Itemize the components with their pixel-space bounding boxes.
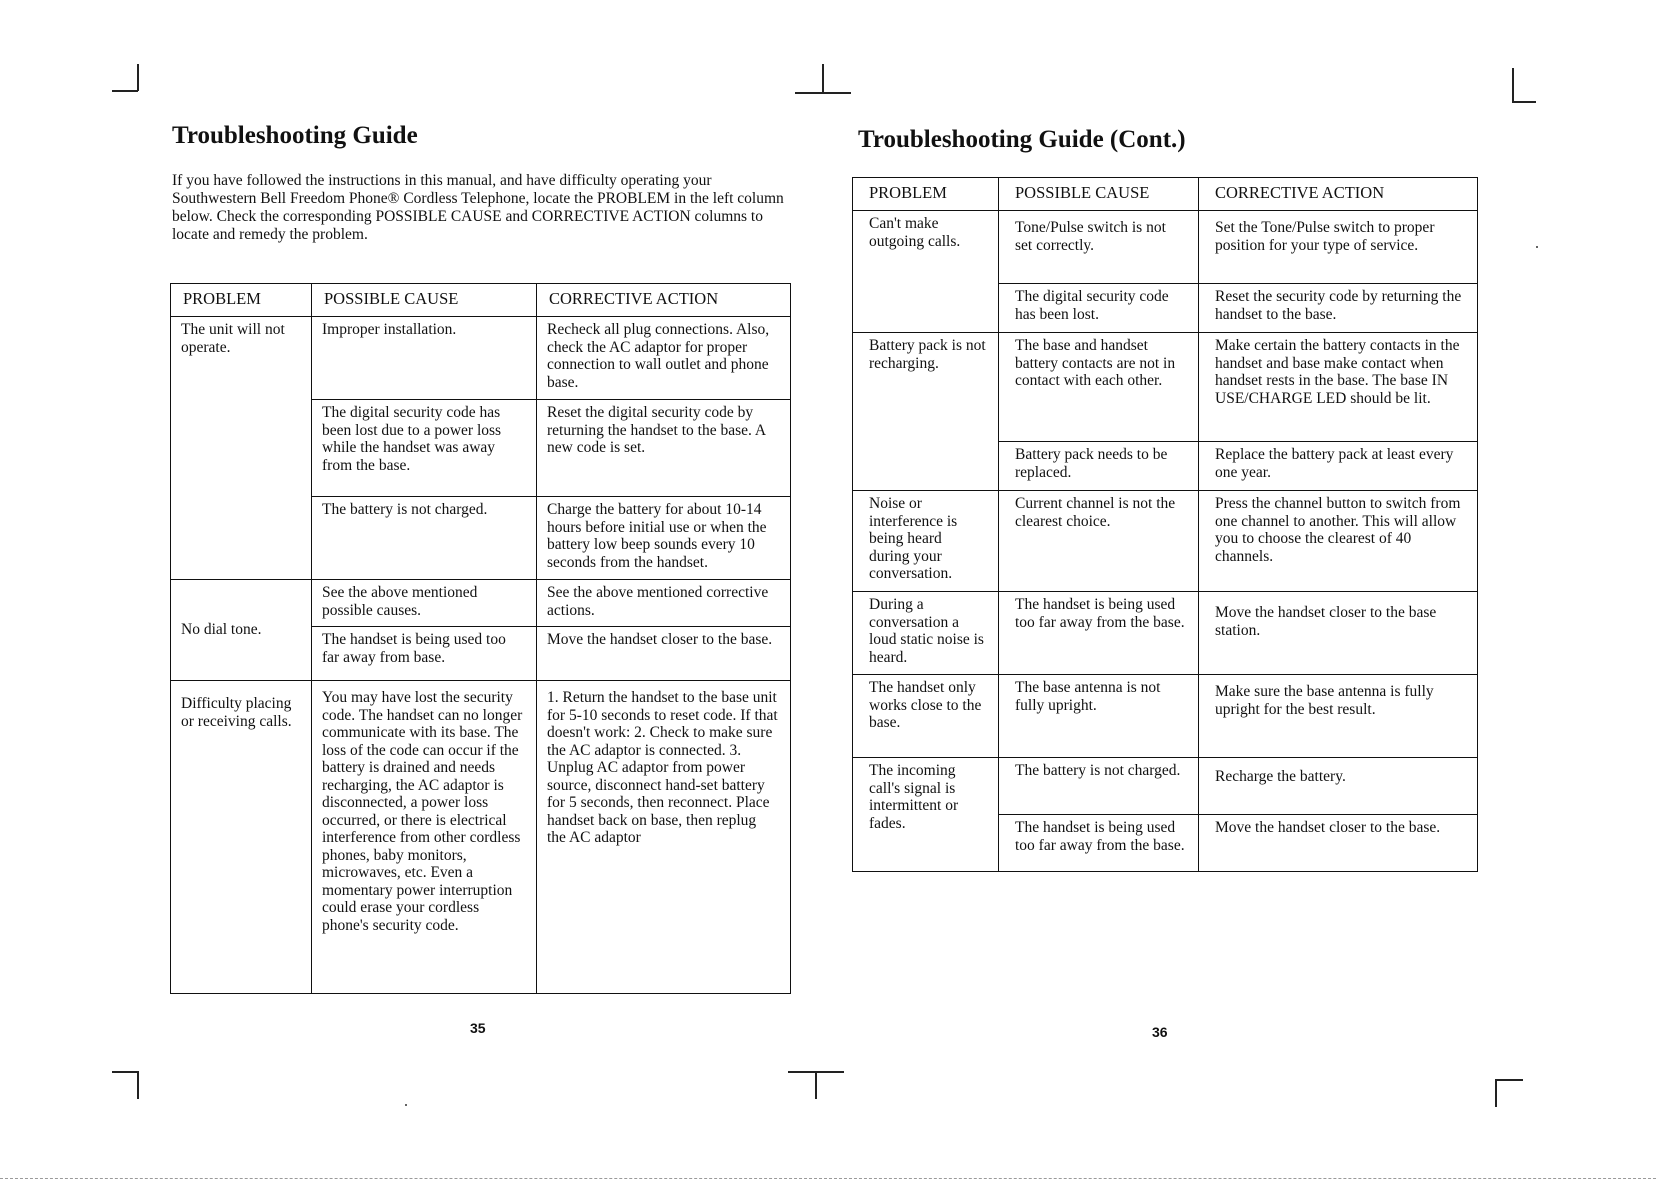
crop-mark-top-left	[112, 90, 138, 92]
cause-cell: Current channel is not the clearest choice.	[999, 491, 1199, 592]
header-problem: PROBLEM	[171, 284, 312, 317]
page-title: Troubleshooting Guide	[172, 122, 418, 149]
cause-cell: Tone/Pulse switch is not set correctly.	[999, 211, 1199, 284]
crop-mark-bottom-left	[112, 1071, 138, 1073]
cause-cell: See the above mentioned possible causes.	[312, 580, 537, 627]
table-row	[853, 333, 1478, 442]
scan-speck	[1536, 246, 1538, 248]
cause-cell: The battery is not charged.	[312, 497, 537, 580]
problem-cell: The unit will not operate.	[171, 317, 312, 580]
crop-mark-bottom-left	[137, 1071, 139, 1099]
cause-cell: The handset is being used too far away from the base.	[999, 815, 1199, 872]
action-cell: Replace the battery pack at least every one year.	[1199, 442, 1478, 491]
cause-cell: The handset is being used too far away from base.	[312, 627, 537, 681]
crop-mark-bottom-right	[1495, 1079, 1523, 1081]
cause-cell: The digital security code has been lost.	[999, 284, 1199, 333]
page-number: 36	[1152, 1024, 1168, 1040]
troubleshooting-table	[170, 283, 791, 994]
cause-cell: The battery is not charged.	[999, 758, 1199, 815]
header-corrective-action: CORRECTIVE ACTION	[1199, 178, 1478, 211]
page-36	[828, 0, 1656, 1190]
troubleshooting-table-continued	[852, 177, 1478, 872]
scan-speck	[405, 1104, 407, 1106]
cause-cell: Battery pack needs to be replaced.	[999, 442, 1199, 491]
cause-cell: Improper installation.	[312, 317, 537, 400]
table-row	[853, 758, 1478, 815]
problem-cell: During a conversation a loud static noise is heard.	[853, 592, 999, 675]
action-cell: Make sure the base antenna is fully upright for the best result.	[1199, 675, 1478, 758]
crop-mark-top-right	[1512, 101, 1536, 103]
cause-cell: The digital security code has been lost due to a power loss while the handset was away from the base.	[312, 400, 537, 497]
table-row	[171, 317, 791, 400]
intro-paragraph: If you have followed the instructions in this manual, and have difficulty operating your Southwestern Bell Freedom Phone® Cordless Telephone, locate the PROBLEM in the left column below. Check the corresponding POSSIBLE CAUSE and CORRECTIVE ACTION columns to locate and remedy the problem.	[172, 172, 784, 243]
problem-cell: The incoming call's signal is intermittent or fades.	[853, 758, 999, 872]
header-problem: PROBLEM	[853, 178, 999, 211]
table-row	[171, 681, 791, 994]
crop-mark-bottom-center	[815, 1071, 817, 1099]
scan-edge-line	[0, 1178, 1656, 1179]
action-cell: Press the channel button to switch from one channel to another. This will allow you to choose the clearest of 40 channels.	[1199, 491, 1478, 592]
cause-cell: The base and handset battery contacts are not in contact with each other.	[999, 333, 1199, 442]
header-possible-cause: POSSIBLE CAUSE	[999, 178, 1199, 211]
problem-cell: Can't make outgoing calls.	[853, 211, 999, 333]
table-row	[853, 675, 1478, 758]
problem-cell: The handset only works close to the base.	[853, 675, 999, 758]
crop-mark-top-center	[822, 64, 824, 92]
action-cell: Charge the battery for about 10-14 hours before initial use or when the battery low beep sounds every 10 seconds from the handset.	[537, 497, 791, 580]
cause-cell: The base antenna is not fully upright.	[999, 675, 1199, 758]
crop-mark-top-center	[795, 92, 851, 94]
crop-mark-top-right	[1512, 68, 1514, 102]
action-cell: Recharge the battery.	[1199, 758, 1478, 815]
action-cell: See the above mentioned corrective actions.	[537, 580, 791, 627]
table-row	[853, 211, 1478, 284]
problem-cell: Noise or interference is being heard during your conversation.	[853, 491, 999, 592]
crop-mark-bottom-right	[1495, 1079, 1497, 1107]
cause-cell: You may have lost the security code. The handset can no longer communicate with its base. The loss of the code can occur if the battery is drained and needs recharging, the AC adaptor is disconnected, a power loss occurred, or there is electrical interference from other cordless phones, baby monitors, microwaves, etc. Even a momentary power interruption could erase your cordless phone's security code.	[312, 681, 537, 994]
action-cell: Make certain the battery contacts in the handset and base make contact when handset rests in the base. The base IN USE/CHARGE LED should be lit.	[1199, 333, 1478, 442]
problem-cell: No dial tone.	[171, 580, 312, 681]
header-corrective-action: CORRECTIVE ACTION	[537, 284, 791, 317]
header-possible-cause: POSSIBLE CAUSE	[312, 284, 537, 317]
table-row	[853, 592, 1478, 675]
action-cell: Reset the security code by returning the handset to the base.	[1199, 284, 1478, 333]
problem-cell: Difficulty placing or receiving calls.	[171, 681, 312, 994]
problem-cell: Battery pack is not recharging.	[853, 333, 999, 491]
table-header-row	[853, 178, 1478, 211]
action-cell: Reset the digital security code by returning the handset to the base. A new code is set.	[537, 400, 791, 497]
action-cell: Recheck all plug connections. Also, check the AC adaptor for proper connection to wall outlet and phone base.	[537, 317, 791, 400]
page-title: Troubleshooting Guide (Cont.)	[858, 126, 1186, 153]
crop-mark-top-left	[137, 64, 139, 91]
action-cell: Move the handset closer to the base station.	[1199, 592, 1478, 675]
table-header-row	[171, 284, 791, 317]
table-row	[853, 491, 1478, 592]
table-row	[171, 580, 791, 627]
page-number: 35	[470, 1020, 486, 1036]
cause-cell: The handset is being used too far away from the base.	[999, 592, 1199, 675]
action-cell: 1. Return the handset to the base unit for 5-10 seconds to reset code. If that doesn't work: 2. Check to make sure the AC adaptor is connected. 3. Unplug AC adaptor from power source, disconnect hand-set battery for 5 seconds, then reconnect. Place handset back on base, then replug the AC adaptor	[537, 681, 791, 994]
action-cell: Move the handset closer to the base.	[1199, 815, 1478, 872]
action-cell: Move the handset closer to the base.	[537, 627, 791, 681]
action-cell: Set the Tone/Pulse switch to proper position for your type of service.	[1199, 211, 1478, 284]
